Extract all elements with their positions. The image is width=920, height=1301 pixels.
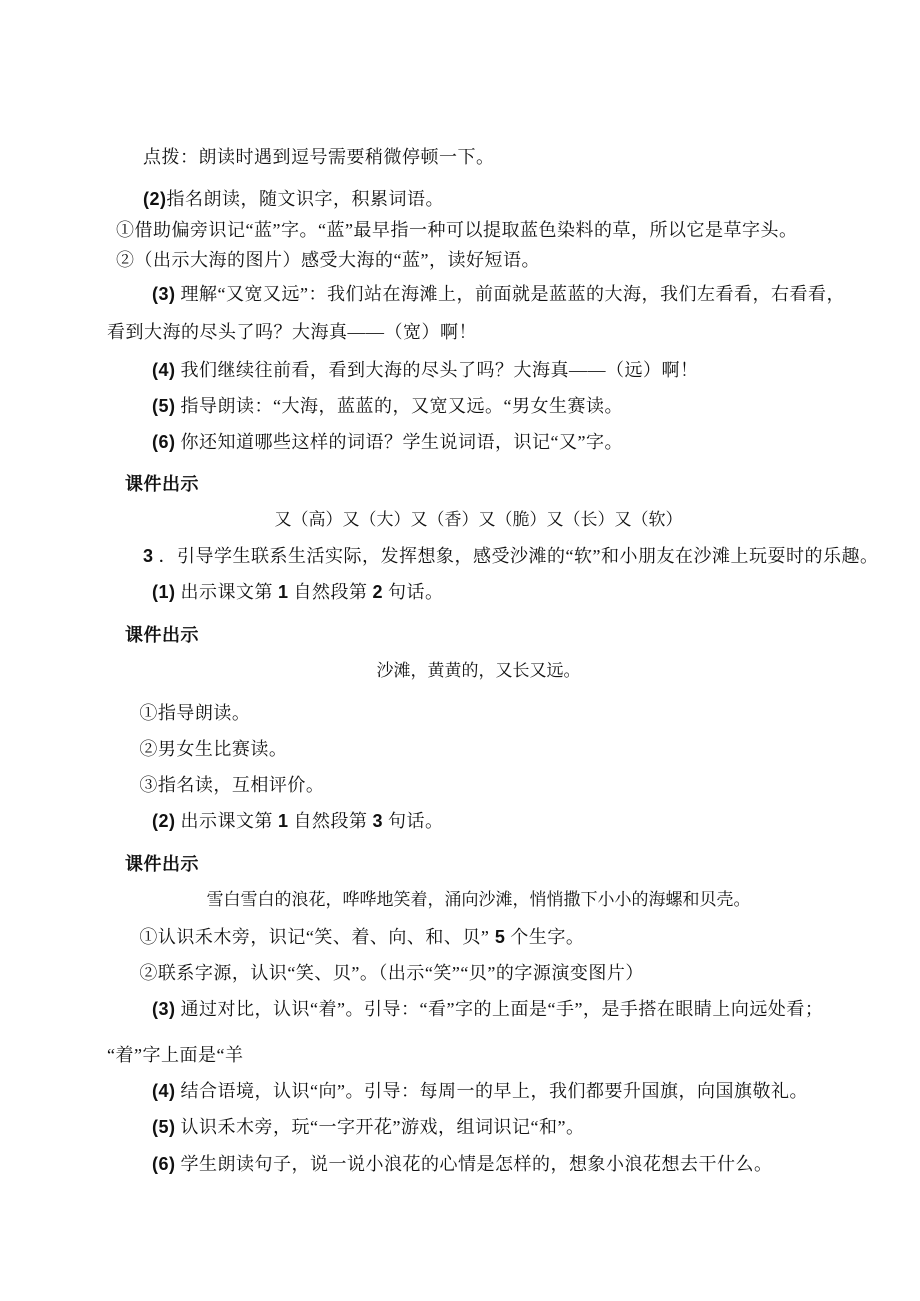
step-number: (6) xyxy=(152,432,176,452)
step-line xyxy=(107,424,850,460)
step-text: 你还知道哪些这样的词语？学生说词语，识记“又”字。 xyxy=(175,432,623,452)
step-number: (5) xyxy=(152,1117,176,1137)
courseware-content-line xyxy=(107,502,850,538)
sub-step-line xyxy=(107,955,850,991)
sub-step-line xyxy=(107,695,850,731)
courseware-label xyxy=(125,617,850,653)
step-line xyxy=(107,1073,850,1109)
sub-step-text: ①认识禾木旁，识记“笑、着、向、和、贝” xyxy=(139,927,490,947)
step-line xyxy=(107,803,850,839)
step-line xyxy=(107,1146,850,1182)
sub-step-text: ②（出示大海的图片）感受大海的“蓝”，读好短语。 xyxy=(116,250,540,270)
step-text: 学生朗读句子，说一说小浪花的心情是怎样的，想象小浪花想去干什么。 xyxy=(175,1154,773,1174)
step-number: (3) xyxy=(152,999,176,1019)
step-line xyxy=(107,388,850,424)
step-text: 我们继续往前看，看到大海的尽头了吗？大海真——（远）啊！ xyxy=(175,360,699,380)
step-text: 出示课文第 xyxy=(175,811,278,831)
courseware-label-text: 课件出示 xyxy=(125,625,199,645)
sub-step-line xyxy=(107,731,850,767)
sub-step-line xyxy=(107,919,850,955)
continuation-line xyxy=(107,314,850,350)
sub-step-text: ②联系字源，认识“笑、贝”。（出示“笑”“贝”的字源演变图片） xyxy=(139,963,644,983)
step-number: (5) xyxy=(152,396,176,416)
courseware-content-line xyxy=(107,653,850,689)
sub-step-text: ③指名读，互相评价。 xyxy=(139,775,325,795)
step-number: (2) xyxy=(152,811,176,831)
courseware-label-text: 课件出示 xyxy=(125,474,199,494)
step-number: (4) xyxy=(152,360,176,380)
tip-text: 点拨：朗读时遇到逗号需要稍微停顿一下。 xyxy=(143,147,495,167)
step-number: 3 xyxy=(143,546,154,566)
step-text: 结合语境，认识“向”。引导：每周一的早上，我们都要升国旗，向国旗敬礼。 xyxy=(175,1081,808,1101)
courseware-label xyxy=(125,466,850,502)
step-number: (2) xyxy=(143,189,167,209)
step-text: 出示课文第 xyxy=(175,582,278,602)
inline-number: 1 xyxy=(278,811,289,831)
step-text: 自然段第 xyxy=(288,582,373,602)
inline-number: 3 xyxy=(372,811,384,831)
step-line xyxy=(107,1109,850,1145)
tip-line xyxy=(107,139,850,175)
step-text: 通过对比，认识“着”。引导：“看”字的上面是“手”，是手搭在眼睛上向远处看； xyxy=(175,999,824,1019)
step-text: 句话。 xyxy=(383,582,444,602)
step-text: 自然段第 xyxy=(288,811,373,831)
step-line xyxy=(107,574,850,610)
sub-step-text: ①指导朗读。 xyxy=(139,703,251,723)
step-line xyxy=(107,538,879,574)
step-text: 指名朗读，随文识字，积累词语。 xyxy=(166,189,444,209)
courseware-content-text: 雪白雪白的浪花，哗哗地笑着，涌向沙滩，悄悄撒下小小的海螺和贝壳。 xyxy=(206,890,751,909)
inline-number: 2 xyxy=(372,582,384,602)
step-line xyxy=(107,352,850,388)
inline-number: 5 xyxy=(489,927,506,947)
step-line xyxy=(107,276,850,312)
sub-step-line xyxy=(107,767,850,803)
sub-step-text: 个生字。 xyxy=(505,927,585,947)
step-number: (6) xyxy=(152,1154,176,1174)
step-number: (1) xyxy=(152,582,176,602)
step-number: (3) xyxy=(152,284,176,304)
step-text: 理解“又宽又远”：我们站在海滩上，前面就是蓝蓝的大海，我们左看看，右看看， xyxy=(175,284,845,304)
courseware-content-line xyxy=(107,882,850,918)
courseware-label xyxy=(125,846,850,882)
courseware-label-text: 课件出示 xyxy=(125,854,199,874)
step-text: 句话。 xyxy=(383,811,444,831)
step-text: ．引导学生联系生活实际，发挥想象，感受沙滩的“软”和小朋友在沙滩上玩耍时的乐趣。 xyxy=(153,546,879,566)
courseware-content-text: 沙滩，黄黄的，又长又远。 xyxy=(376,661,581,680)
step-line xyxy=(107,991,850,1027)
continuation-line xyxy=(107,1037,850,1073)
sub-step-text: ①借助偏旁识记“蓝”字。“蓝”最早指一种可以提取蓝色染料的草，所以它是草字头。 xyxy=(116,220,798,240)
step-text: 指导朗读：“大海，蓝蓝的，又宽又远。“男女生赛读。 xyxy=(175,396,623,416)
continuation-text: 看到大海的尽头了吗？大海真——（宽）啊！ xyxy=(107,322,477,342)
step-number: (4) xyxy=(152,1081,176,1101)
inline-number: 1 xyxy=(278,582,289,602)
courseware-content-text: 又（高）又（大）又（香）又（脆）又（长）又（软） xyxy=(274,510,683,529)
sub-step-text: ②男女生比赛读。 xyxy=(139,739,288,759)
continuation-text: “着”字上面是“羊 xyxy=(107,1045,244,1065)
step-text: 认识禾木旁，玩“一字开花”游戏，组词识记“和”。 xyxy=(175,1117,585,1137)
